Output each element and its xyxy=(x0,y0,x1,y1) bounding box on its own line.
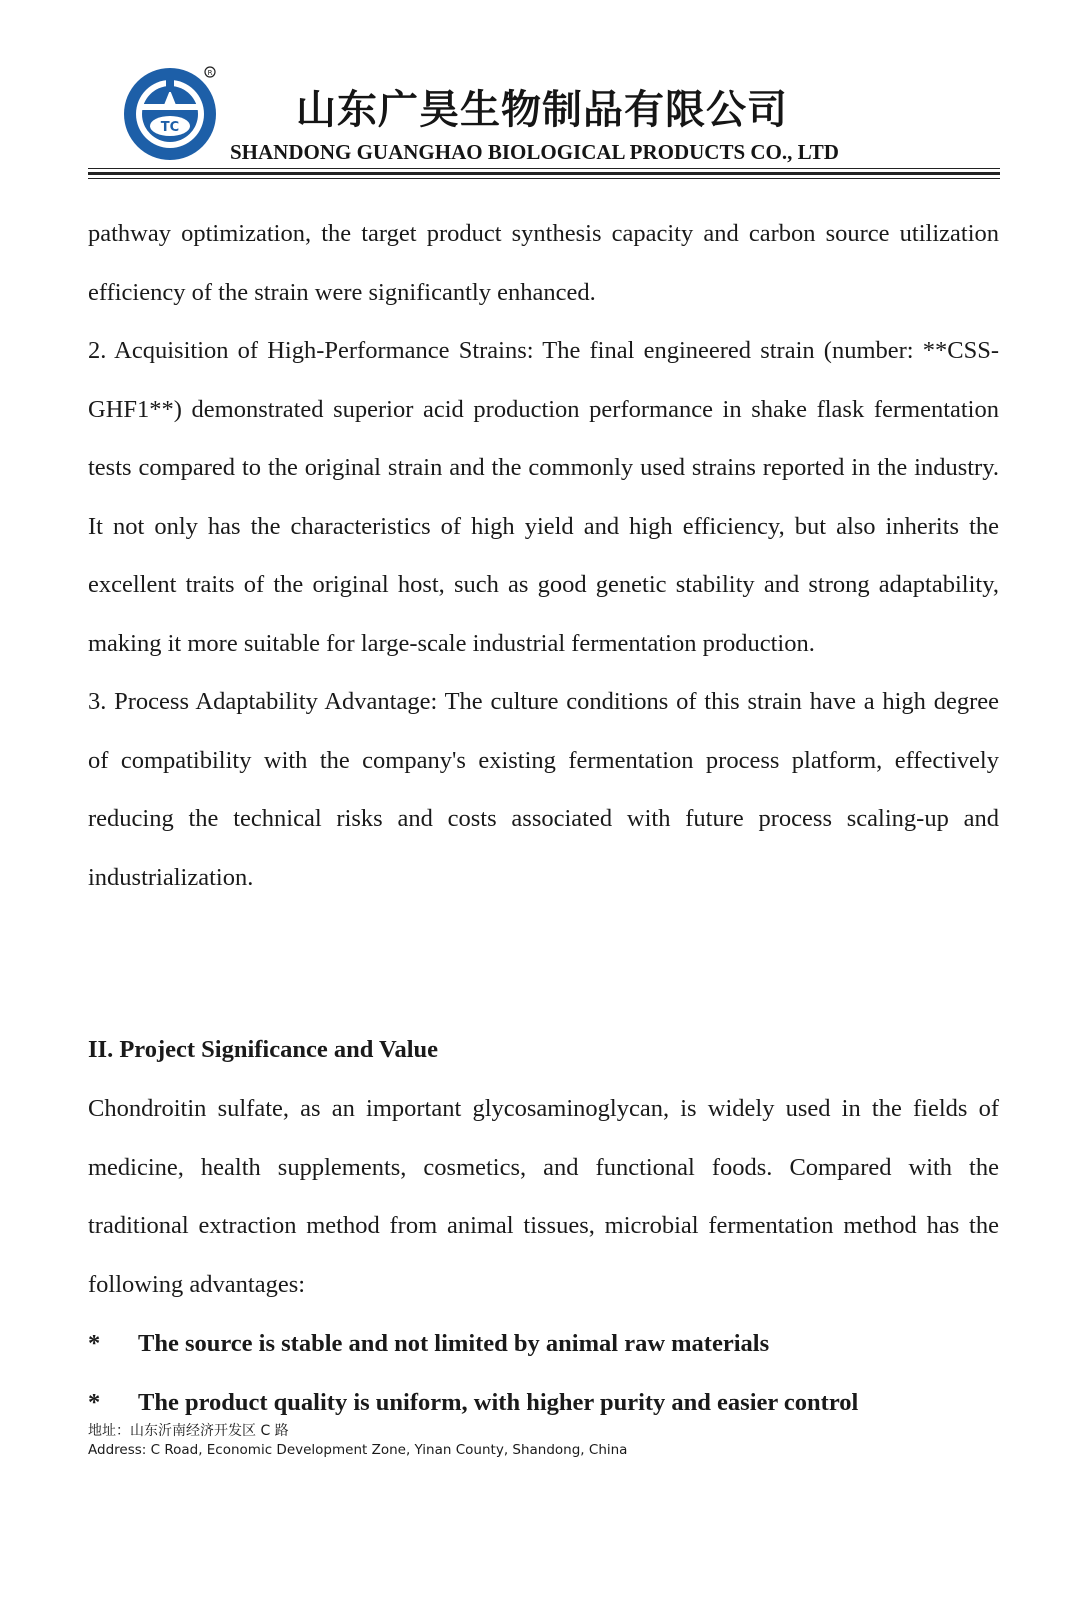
header-rule-bottom xyxy=(88,178,1000,179)
section-intro xyxy=(88,1080,999,1314)
footer-address-cn: 地址：山东沂南经济开发区 C 路 xyxy=(88,1423,289,1439)
bullet-item xyxy=(88,1326,769,1362)
bullet-marker: * xyxy=(88,1330,101,1357)
paragraph: 3. Process Adaptability Advantage: The culture conditions of this strain have a high degree of compatibility with the company's existing fermentation process platform, effectively reducing the technical risks and costs associated with future process scaling-up and industrialization. xyxy=(88,688,999,891)
company-logo xyxy=(120,60,224,164)
body-text xyxy=(88,205,999,907)
paragraph: 2. Acquisition of High-Performance Strains: The final engineered strain (number: **CSS-GHF1**) demonstrated superior acid production performance in shake flask fermentation tests compared to the original strain and the commonly used strains reported in the industry. It not only has the characteristics of high yield and high efficiency, but also inherits the excellent traits of the original host, such as good genetic stability and strong adaptability, making it more suitable for large-scale industrial fermentation production. xyxy=(88,337,999,657)
header-rule-thick xyxy=(88,172,1000,175)
paragraph: pathway optimization, the target product synthesis capacity and carbon source utilization efficiency of the strain were significantly enhanced. xyxy=(88,220,999,306)
header-rule-top xyxy=(88,168,1000,169)
svg-text:R: R xyxy=(207,69,213,77)
bullet-text: The product quality is uniform, with higher purity and easier control xyxy=(138,1389,859,1416)
footer-address-en: Address: C Road, Economic Development Zone, Yinan County, Shandong, China xyxy=(88,1442,628,1458)
company-name-en: SHANDONG GUANGHAO BIOLOGICAL PRODUCTS CO., LTD xyxy=(230,140,839,164)
company-name-cn: 山东广昊生物制品有限公司 xyxy=(296,87,788,133)
bullet-item xyxy=(88,1385,858,1421)
bullet-marker: * xyxy=(88,1389,101,1416)
bullet-text: The source is stable and not limited by animal raw materials xyxy=(138,1330,770,1357)
section-heading: II. Project Significance and Value xyxy=(88,1036,439,1063)
logo-mark-text: TC xyxy=(160,120,180,135)
paragraph: Chondroitin sulfate, as an important glycosaminoglycan, is widely used in the fields of medicine, health supplements, cosmetics, and functional foods. Compared with the traditional extraction method from animal tissues, microbial fermentation method has the following advantages: xyxy=(88,1095,999,1298)
